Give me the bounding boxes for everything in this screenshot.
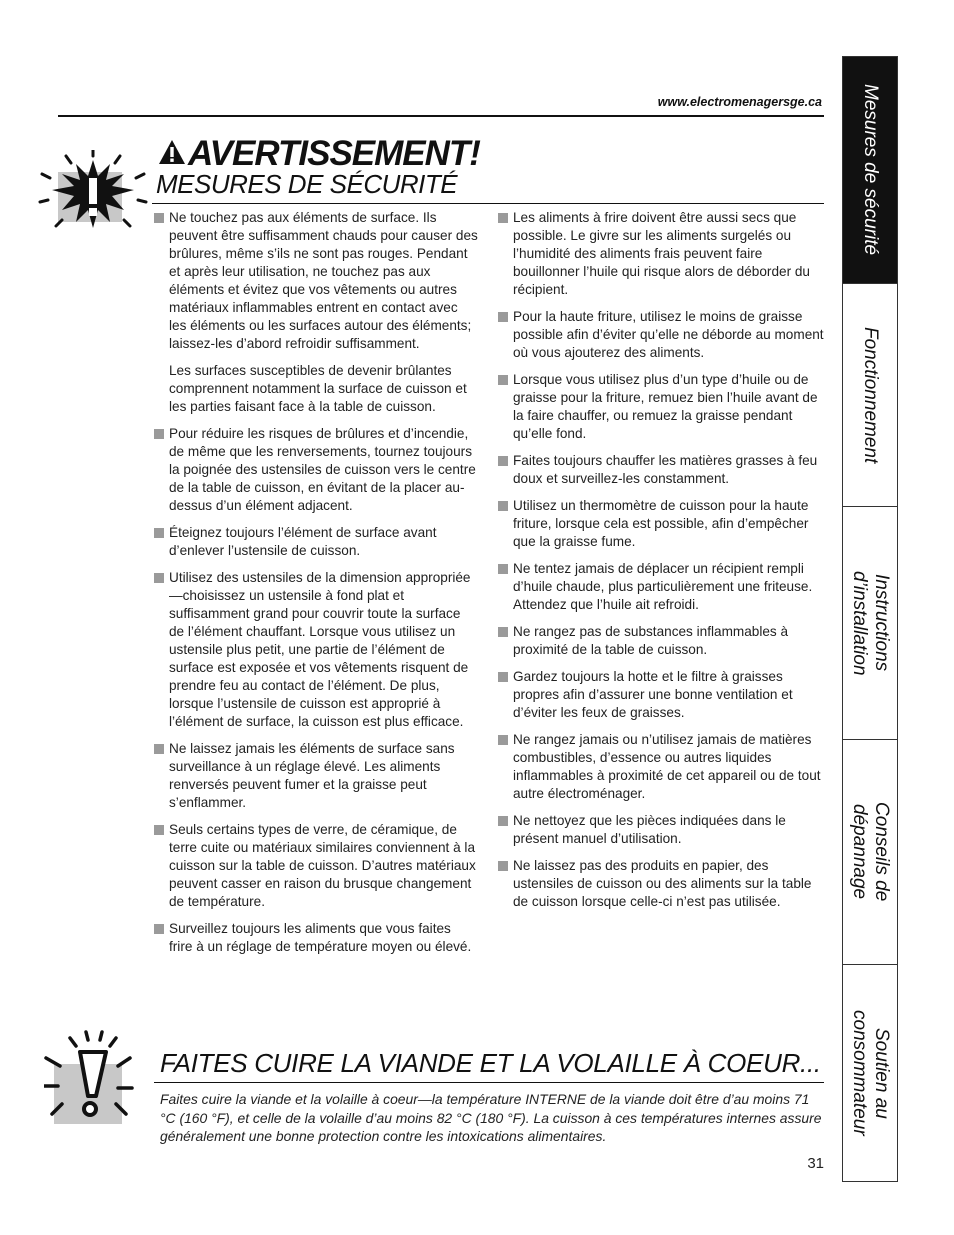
tab-soutien-consommateur[interactable] [842,965,898,1182]
list-item: Éteignez toujours l’élément de surface avant d’enlever l’ustensile de cuisson. [154,524,478,560]
tab-mesures-de-securite[interactable] [842,56,898,284]
list-item: Ne rangez jamais ou n’utilisez jamais de matières combustibles, d’essence ou autres liquides inflammables à proximité de cet appareil ou de tout autre électroménager. [498,731,824,803]
bullet-square [498,735,508,745]
bullet-square [498,456,508,466]
list-item: Lorsque vous utilisez plus d’un type d’huile ou de graisse pour la friture, remuez bien l’huile avant de la faire chauffer, ou remuez la graisse pendant qu’elle fond. [498,371,824,443]
cooking-title: FAITES CUIRE LA VIANDE ET LA VOLAILLE À COEUR... [160,1048,821,1078]
tab-label: Mesures de sécurité [860,84,881,256]
warning-triangle-icon [158,139,186,165]
website-url: www.electromenagersge.ca [657,95,822,109]
left-column [154,209,478,965]
list-item: Ne tentez jamais de déplacer un récipient rempli d’huile chaude, plus particulièrement une friteuse. Attendez que l’huile ait refroidi. [498,560,824,614]
bullet-square [498,213,508,223]
bullet-square [154,924,164,934]
list-item: Les aliments à frire doivent être aussi secs que possible. Le givre sur les aliments surgelés ou l’humidité des aliments frais peuvent faire bouillonner l’huile qui risque alors de déborder du récipient. [498,209,824,299]
page-number: 31 [807,1155,824,1172]
tab-label: Fonctionnement [860,326,881,464]
exclamation-icon [44,1030,134,1126]
list-item: Ne rangez pas de substances inflammables à proximité de la table de cuisson. [498,623,824,659]
bullet-square [154,213,164,223]
note-paragraph: Les surfaces susceptibles de devenir brûlantes comprennent notamment la surface de cuisson et les parties faisant face à la table de cuisson. [169,363,467,414]
bullet-square [498,861,508,871]
list-item: Utilisez un thermomètre de cuisson pour la haute friture, lorsque cela est possible, afin d’empêcher que la graisse fume. [498,497,824,551]
tab-instructions-installation[interactable] [842,507,898,740]
bullet-square [154,429,164,439]
safety-subtitle: MESURES DE SÉCURITÉ [156,169,458,199]
bullet-square [154,573,164,583]
bullet-square [498,564,508,574]
list-item: Surveillez toujours les aliments que vous faites frire à un réglage de température moyen ou élevé. [154,920,478,956]
warning-title [158,134,480,174]
tab-label: Conseils de dépannage [849,802,892,902]
bullet-square [498,375,508,385]
bullet-square [154,744,164,754]
right-column [498,209,824,920]
list-item: Seuls certains types de verre, de céramique, de terre cuite ou matériaux similaires conviennent à la cuisson sur la table de cuisson. D’autres matériaux peuvent casser en raison du brusque changement de température. [154,821,478,911]
cooking-text: Faites cuire la viande et la volaille à coeur—la température INTERNE de la viande doit être d’au moins 71 °C (160 °F), et celle de la volaille d’au moins 82 °C (180 °F). La cuisson à ces températures internes assure généralement une bonne protection contre les intoxications alimentaires. [160,1091,822,1144]
bullet-square [498,816,508,826]
list-item: Pour réduire les risques de brûlures et d’incendie, de même que les renversements, tournez toujours la poignée des ustensiles de cuisson vers le centre de la table de cuisson, en évitant de la placer au-dessus d’un élément adjacent. [154,425,478,515]
list-item: Ne laissez jamais les éléments de surface sans surveillance à un réglage élevé. Les aliments renversés peuvent fumer et la graisse peut s’enflammer. [154,740,478,812]
list-item: Pour la haute friture, utilisez le moins de graisse possible afin d’éviter qu’elle ne déborde au moment où vous ajouterez des aliments. [498,308,824,362]
cooking-rule [154,1082,824,1083]
list-item: Ne touchez pas aux éléments de surface. Ils peuvent être suffisamment chauds pour causer des brûlures, même s’ils ne sont pas rouges. Pendant et après leur utilisation, ne touchez pas aux éléments et évitez que vos vêtements ou autres matériaux inflammables entrent en contact avec les éléments ou les surfaces autour des éléments; laissez-les d’abord refroidir suffisamment. [154,209,478,353]
safety-rule [152,203,824,204]
bullet-square [154,825,164,835]
bullet-square [498,672,508,682]
list-item: Utilisez des ustensiles de la dimension appropriée—choisissez un ustensile à fond plat et suffisamment grand pour couvrir toute la surface de l’élément chauffant. Lorsque vous utilisez un ustensile plus petit, une partie de l’élément de surface est exposée et vos vêtements risquent de prendre feu au contact de l’élément. De plus, lorsque l’ustensile de cuisson est approprié à l’élément de surface, la cuisson est plus efficace. [154,569,478,731]
bullet-square [498,627,508,637]
tab-label: Soutien au consommateur [849,1010,892,1136]
header-rule [58,115,824,117]
warning-title-text: AVERTISSEMENT! [188,134,480,173]
list-item: Faites toujours chauffer les matières grasses à feu doux et surveillez-les constamment. [498,452,824,488]
tab-fonctionnement[interactable] [842,284,898,507]
bullet-square [498,501,508,511]
list-item: Ne laissez pas des produits en papier, des ustensiles de cuisson ou des aliments sur la table de cuisson lorsque celle-ci n’est pas utilisée. [498,857,824,911]
bullet-square [498,312,508,322]
tab-label: Instructions d’installation [849,570,892,676]
tab-conseils-depannage[interactable] [842,740,898,965]
side-tabs [842,56,898,1182]
list-item: Ne nettoyez que les pièces indiquées dans le présent manuel d’utilisation. [498,812,824,848]
warning-burst-icon [38,150,148,236]
list-item: Gardez toujours la hotte et le filtre à graisses propres afin d’assurer une bonne ventilation et d’éviter les feux de graisses. [498,668,824,722]
bullet-square [154,528,164,538]
